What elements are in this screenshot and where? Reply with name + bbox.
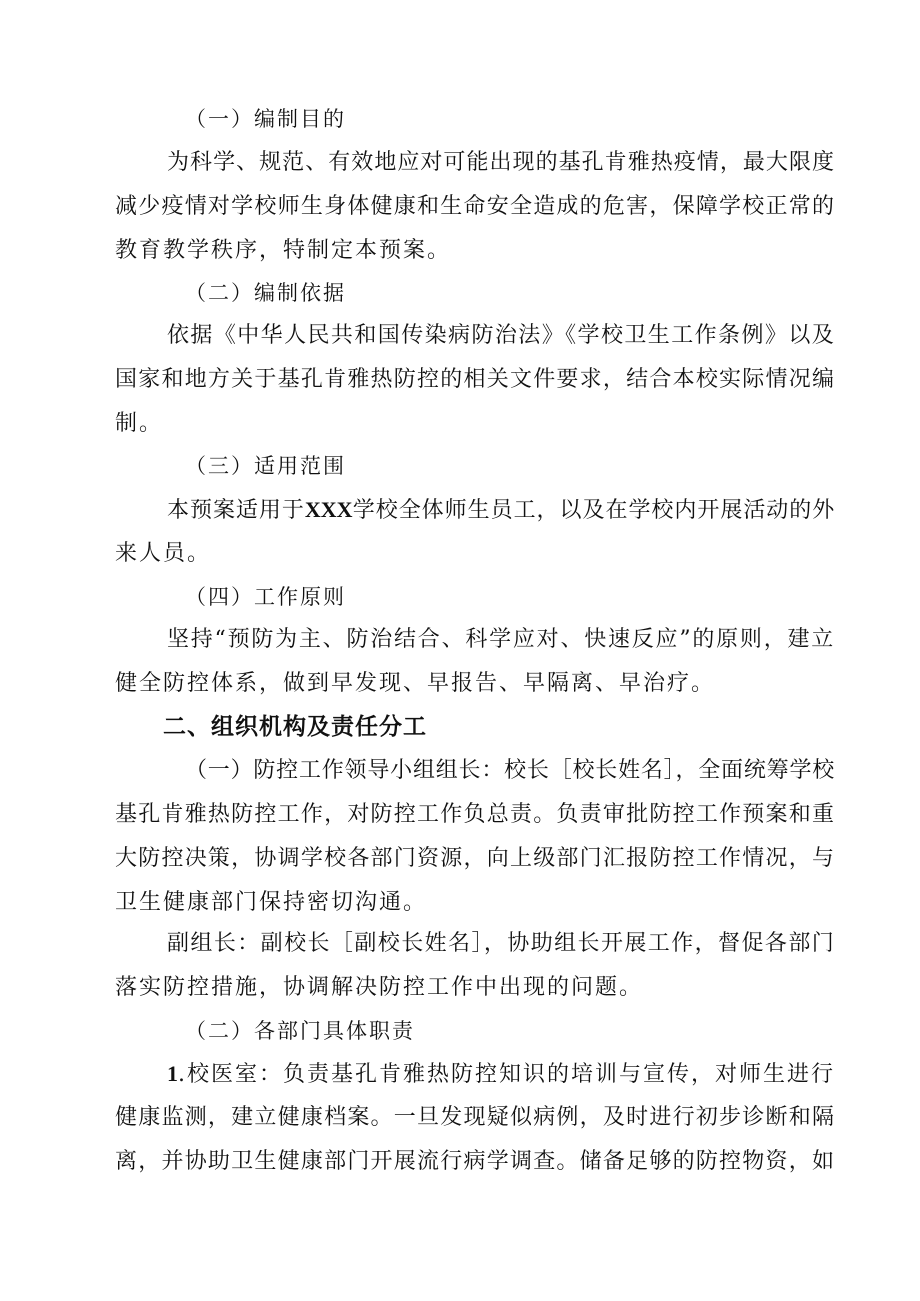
section-heading: （二）各部门具体职责 bbox=[185, 1019, 415, 1043]
text-segment: 本预案适用于 bbox=[167, 498, 305, 523]
chapter-title: 二、组织机构及责任分工 bbox=[163, 714, 427, 740]
paragraph bbox=[115, 314, 835, 446]
section-heading: （一）编制目的 bbox=[185, 107, 346, 131]
paragraph-line: 坚持“预防为主、防治结合、科学应对、快速反应”的原则，建立 bbox=[167, 627, 835, 652]
paragraph-line: 离，并协助卫生健康部门开展流行病学调查。储备足够的防控物资，如 bbox=[115, 1149, 835, 1174]
paragraph-line bbox=[115, 1052, 835, 1096]
paragraph-line: 制。 bbox=[115, 411, 164, 436]
paragraph-line: 减少疫情对学校师生身体健康和生命安全造成的危害，保障学校正常的 bbox=[115, 194, 835, 219]
paragraph bbox=[115, 488, 835, 576]
paragraph bbox=[115, 618, 835, 706]
paragraph-line: 教育教学秩序，特制定本预案。 bbox=[115, 238, 452, 263]
paragraph-line: （一）防控工作领导小组组长：校长［校长姓名］，全面统筹学校 bbox=[185, 758, 835, 783]
paragraph bbox=[115, 749, 835, 925]
paragraph-line: 健全防控体系，做到早发现、早报告、早隔离、早治疗。 bbox=[115, 671, 716, 696]
paragraph-line: 依据《中华人民共和国传染病防治法》《学校卫生工作条例》以及 bbox=[167, 323, 835, 348]
text-segment: 学校全体师生员工，以及在学校内开展活动的外 bbox=[352, 498, 835, 523]
paragraph-line: 副组长：副校长［副校长姓名］，协助组长开展工作，督促各部门 bbox=[167, 931, 835, 956]
paragraph-line: 落实防控措施，协调解决防控工作中出现的问题。 bbox=[115, 975, 644, 1000]
paragraph bbox=[115, 922, 835, 1010]
school-name-placeholder: XXX bbox=[304, 497, 353, 522]
section-heading: （四）工作原则 bbox=[185, 585, 346, 609]
paragraph-line: 国家和地方关于基孔肯雅热防控的相关文件要求，结合本校实际情况编 bbox=[115, 367, 835, 392]
paragraph-line: 大防控决策，协调学校各部门资源，向上级部门汇报防控工作情况，与 bbox=[115, 846, 835, 871]
section-heading: （三）适用范围 bbox=[185, 454, 346, 478]
paragraph-line bbox=[115, 488, 835, 532]
text-segment: .校医室：负责基孔肯雅热防控知识的培训与宣传，对师生进行 bbox=[178, 1062, 835, 1087]
paragraph-line: 卫生健康部门保持密切沟通。 bbox=[115, 890, 428, 915]
paragraph bbox=[115, 141, 835, 273]
paragraph bbox=[115, 1052, 835, 1184]
paragraph-line: 为科学、规范、有效地应对可能出现的基孔肯雅热疫情，最大限度 bbox=[167, 150, 835, 175]
paragraph-line: 基孔肯雅热防控工作，对防控工作负总责。负责审批防控工作预案和重 bbox=[115, 802, 835, 827]
paragraph-line: 健康监测，建立健康档案。一旦发现疑似病例，及时进行初步诊断和隔 bbox=[115, 1105, 835, 1130]
paragraph-line: 来人员。 bbox=[115, 541, 212, 566]
section-heading: （二）编制依据 bbox=[185, 281, 346, 305]
item-number: 1 bbox=[167, 1061, 178, 1086]
